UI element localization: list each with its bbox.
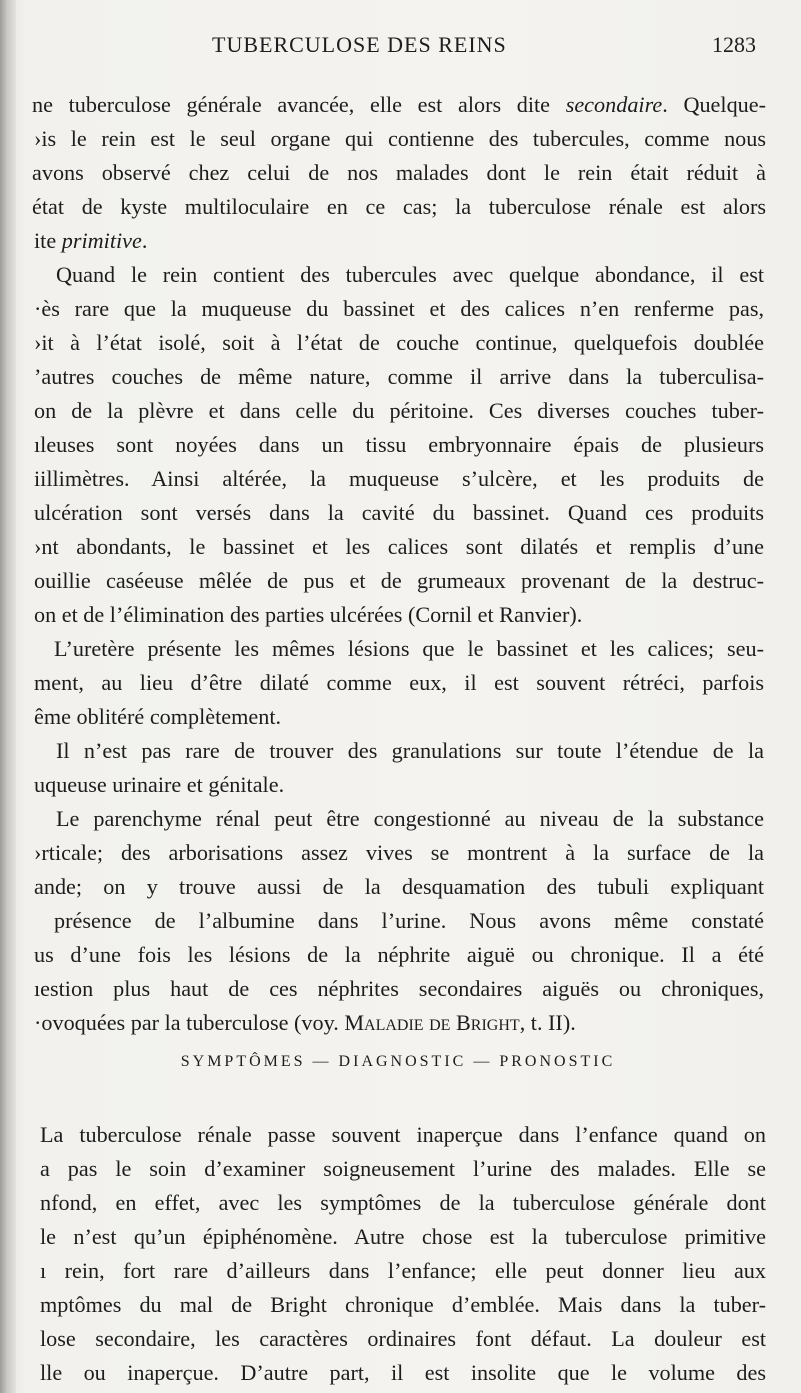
text-line: La tuberculose rénale passe souvent inaperçue dans l’enfance quand on <box>40 1122 766 1147</box>
text-line: lle ou inaperçue. D’autre part, il est insolite que le volume des <box>40 1360 766 1385</box>
running-title: TUBERCULOSE DES REINS <box>212 32 507 57</box>
text-line: ıestion plus haut de ces néphrites secondaires aiguës ou chroniques, <box>34 976 764 1001</box>
text-line: a pas le soin d’examiner soigneusement l’urine des malades. Elle se <box>40 1156 766 1181</box>
text-line: Il n’est pas rare de trouver des granulations sur toute l’étendue de la <box>56 738 764 763</box>
text-line: Quand le rein contient des tubercules avec quelque abondance, il est <box>56 262 764 287</box>
page-header <box>0 30 801 60</box>
text-line: ·ovoquées par la tuberculose (voy. Maladie de Bright, t. II). <box>34 1010 576 1035</box>
text-line: on et de l’élimination des parties ulcérées (Cornil et Ranvier). <box>34 602 583 627</box>
text-line: ne tuberculose générale avancée, elle est alors dite secondaire. Quelque- <box>32 92 766 117</box>
text-line: avons observé chez celui de nos malades dont le rein était réduit à <box>32 160 766 185</box>
text-line: ment, au lieu d’être dilaté comme eux, il est souvent rétréci, parfois <box>34 670 764 695</box>
text-line: Le parenchyme rénal peut être congestionné au niveau de la substance <box>56 806 764 831</box>
text-line: ıleuses sont noyées dans un tissu embryonnaire épais de plusieurs <box>34 432 764 457</box>
text-line: présence de l’albumine dans l’urine. Nous avons même constaté <box>54 908 764 933</box>
text-line: uqueuse urinaire et génitale. <box>34 772 285 797</box>
section-heading: SYMPTÔMES — DIAGNOSTIC — PRONOSTIC <box>180 1053 616 1070</box>
page-number: 1283 <box>712 32 756 57</box>
text-line: iillimètres. Ainsi altérée, la muqueuse s’ulcère, et les produits de <box>34 466 764 491</box>
text-line: ›rticale; des arborisations assez vives se montrent à la surface de la <box>34 840 764 865</box>
text-line: nfond, en effet, avec les symptômes de la tuberculose générale dont <box>40 1190 766 1215</box>
text-line: état de kyste multiloculaire en ce cas; la tuberculose rénale est alors <box>32 194 766 219</box>
text-line: ême oblitéré complètement. <box>34 704 282 729</box>
text-line: ·ès rare que la muqueuse du bassinet et des calices n’en renferme pas, <box>34 296 764 321</box>
text-line: ouillie caséeuse mêlée de pus et de grumeaux provenant de la destruc- <box>34 568 764 593</box>
text-line: ’autres couches de même nature, comme il arrive dans la tuberculisa- <box>34 364 764 389</box>
text-line: ›nt abondants, le bassinet et les calices sont dilatés et remplis d’une <box>34 534 764 559</box>
text-line: ı rein, fort rare d’ailleurs dans l’enfance; elle peut donner lieu aux <box>40 1258 766 1283</box>
text-line: le n’est qu’un épiphénomène. Autre chose est la tuberculose primitive <box>40 1224 766 1249</box>
text-line: ulcération sont versés dans la cavité du bassinet. Quand ces produits <box>34 500 764 525</box>
text-line: mptômes du mal de Bright chronique d’emblée. Mais dans la tuber- <box>40 1292 766 1317</box>
text-line: lose secondaire, les caractères ordinaires font défaut. La douleur est <box>40 1326 766 1351</box>
text-line: L’uretère présente les mêmes lésions que le bassinet et les calices; seu- <box>54 636 764 661</box>
text-line: ite primitive. <box>34 228 148 253</box>
text-line: us d’une fois les lésions de la néphrite aiguë ou chronique. Il a été <box>34 942 764 967</box>
text-line: ›is le rein est le seul organe qui contienne des tubercules, comme nous <box>34 126 766 151</box>
text-line: on de la plèvre et dans celle du péritoine. Ces diverses couches tuber- <box>34 398 764 423</box>
text-line: ›it à l’état isolé, soit à l’état de couche continue, quelquefois doublée <box>34 330 764 355</box>
text-line: ande; on y trouve aussi de la desquamation des tubuli expliquant <box>34 874 764 899</box>
page-binding-shadow <box>0 0 16 1393</box>
